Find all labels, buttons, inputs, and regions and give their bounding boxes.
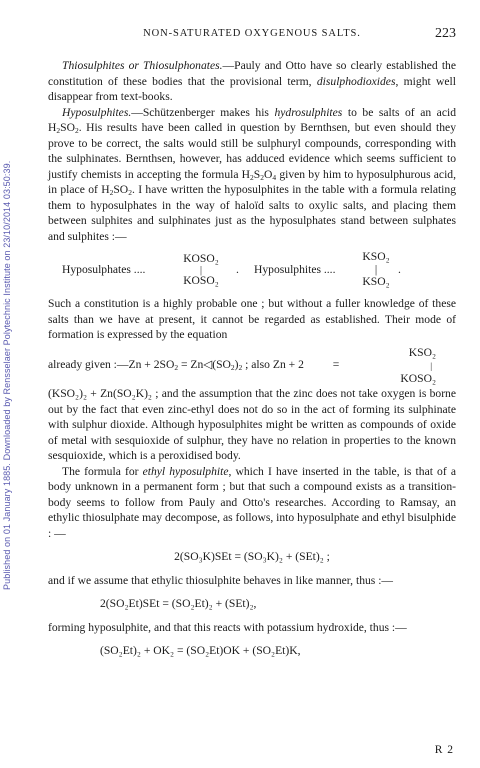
hyposulphite-formula — [354, 251, 398, 289]
text-run: already given :—Zn + 2SO — [48, 357, 175, 371]
text-run: SO — [113, 183, 129, 196]
hyposulphates-label: Hyposulphates .... — [62, 263, 146, 277]
text-run: . I have written the hyposulphites in the table with a formula relating them to hyposulphates in the way of haloïd salts to oxylic salts, and placing them between sulphites and sulphinates just as the hyposulphates stand between sulphates and sulphites :— — [48, 183, 456, 243]
text-run: , might well disappear from text-books. — [48, 74, 456, 103]
paragraph-hyposulphites: Hyposulphites.—Schützenberger makes his hydrosulphites to be salts of an acid $H_2SO_2$. His results have been called in question by Bernthsen, but even should they prove to be correct, the salts would still be sulphuryl compounds, corresponding with the sulphinates. Bernthsen, however, has adduced evidence which seems sufficient to justify chemists in accepting the formula $H_2S_2O_4$ given by him to hyposulphurous acid, in place of $H_2SO_2$. I have written the hyposulphites in the table with a formula relating them to hyposulphates in the way of haloïd salts to oxylic salts, and placing them between sulphites and sulphinates just as the hyposulphates stand between sulphates and sulphites :— — [48, 105, 456, 243]
hyposulphites-label: Hyposulphites .... — [254, 263, 336, 277]
formula-period: . — [398, 263, 401, 277]
text-run: = Zn◁(SO — [178, 357, 231, 371]
equation-potassium-hydroxide: (SO₂Et)₂ + OK₂ = (SO₂Et)OK + (SO₂Et)K, — [100, 644, 301, 657]
paragraph-zinc-equation: already given :—Zn + $2SO_2$ = $Zn◁(SO_2)_2$ ; also Zn + 2 = KSO₂ | KOSO₂ — [48, 345, 436, 385]
text-run: —Schützenberger makes his — [131, 105, 275, 119]
hyposulphate-formula — [166, 253, 236, 287]
section-heading-hyposulphites: Hyposulphites. — [62, 105, 132, 119]
formula-bottom: KOSO₂ — [183, 273, 219, 287]
body-text — [48, 58, 456, 667]
section-heading-thiosulphites: Thiosulphites or Thiosulphonates. — [62, 59, 223, 72]
text-run: = — [329, 357, 340, 371]
page-number: 223 — [435, 26, 456, 41]
paragraph-assume-thiosulphite: and if we assume that ethylic thiosulphite behaves in like manner, thus :— — [48, 573, 394, 587]
text-run: to be salts of an acid H — [48, 105, 456, 134]
equation-thiosulphate-decomposition: 2(SO₃K)SEt = (SO₃K)₂ + (SEt)₂ ; — [174, 550, 330, 563]
text-run: disulphodioxides — [316, 74, 396, 88]
text-run: ; also Zn + 2 — [242, 357, 304, 371]
formula-top: KOSO₂ — [183, 252, 219, 265]
text-run: hydrosulphites — [274, 105, 343, 119]
formula-bottom: KSO₂ — [362, 275, 390, 289]
paragraph-thiosulphites — [48, 58, 456, 105]
text-run: ethyl hyposulphite — [142, 464, 229, 478]
text-run: . His results have been called in question by Bernthsen, but even should they prove to be correct, the salts would still be sulphuryl compounds, corresponding with the sulphinates. Bernthsen, however, has adduced evidence which seems sufficient to justify chemists in accepting the formula H — [48, 121, 456, 181]
running-title: NON-SATURATED OXYGENOUS SALTS. — [143, 28, 361, 39]
paragraph-ethyl-hyposulphite — [48, 464, 456, 542]
text-run: —Pauly and Otto have so clearly established the constitution of these bodies that the provisional term, — [48, 59, 456, 88]
signature-mark: R 2 — [434, 744, 454, 756]
formula-bond: | — [374, 262, 378, 276]
formula-bond: | — [199, 264, 202, 276]
hyposulphate-formula-row — [48, 250, 456, 290]
text-run: given by him to hyposulphurous acid, in place of H — [48, 167, 456, 196]
paragraph-forming-hyposulphite: forming hyposulphite, and that this reacts with potassium hydroxide, thus :— — [48, 620, 407, 634]
page-header — [48, 28, 456, 44]
paragraph-constitution: Such a constitution is a highly probable one ; but without a fuller knowledge of these salts than we have at present, it cannot be regarded as established. Their mode of formation is expressed by the equation — [48, 297, 456, 341]
formula-period: . — [236, 263, 239, 277]
text-run: O — [264, 167, 273, 181]
paragraph-zinc-ethyl: (KSO₂)₂ + Zn(SO₂K)₂ ; and the assumption that the zinc does not take oxygen is borne out by the fact that even zinc-ethyl does not do so in the act of forming its sulphinate with sulphur dioxide. Although hyposulphites might be written as compounds of oxide of metal with sesquioxide of sulphur, they have no relation in properties to the known sesquioxide, which is a peroxidised body. — [48, 387, 456, 462]
equation-stack-bond: | — [430, 360, 432, 371]
text-run: S — [253, 167, 261, 181]
equation-stack-bottom: KOSO₂ — [400, 371, 436, 385]
formula-top: KSO₂ — [362, 250, 390, 264]
text-run: , which I have inserted in the table, is that of a body unknown in a permanent form ; but that such a compound exists as a transition-body seems to follow from Pauly and Otto's researches. According to Ramsay, an ethylic thiosulphate may decompose, as follows, into hyposulphate and ethyl bisulphide : — — [48, 464, 456, 540]
equation-stack-top: KSO₂ — [408, 345, 436, 359]
text-run: SO — [60, 121, 75, 134]
equation-thiosulphite-decomposition: 2(SO₂Et)SEt = (SO₂Et)₂ + (SEt)₂, — [100, 597, 257, 610]
text-run: The formula for — [62, 464, 143, 478]
text-run: ) — [234, 357, 239, 371]
download-watermark: Published on 01 January 1885. Downloaded by Rensselaer Polytechnic Institute on 23/10/2014 03:50:39. — [2, 160, 12, 590]
